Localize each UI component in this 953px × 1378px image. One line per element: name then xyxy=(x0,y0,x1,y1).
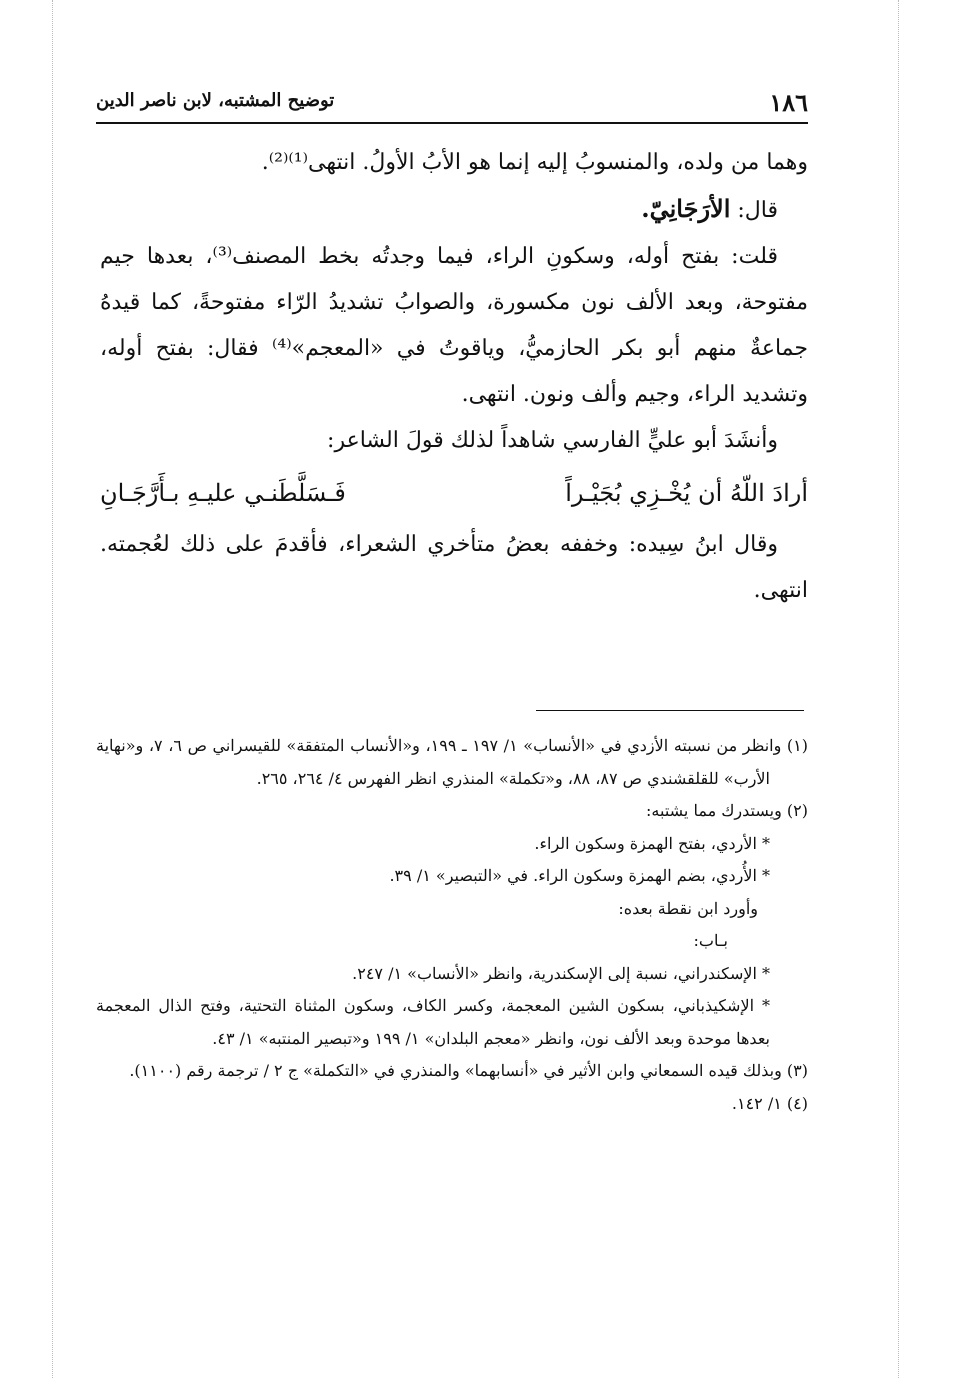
footnote-2-item: * الإسكندراني، نسبة إلى الإسكندرية، وانظر «الأنساب» ١/ ٢٤٧. xyxy=(352,963,770,983)
footnote-2-item: * الأُردي، بضم الهمزة وسكون الراء. في «التبصير» ١/ ٣٩. xyxy=(389,866,770,885)
entry-heading xyxy=(100,186,808,234)
footnote-divider xyxy=(536,710,804,711)
paragraph: قلت: بفتح أوله، وسكونِ الراء، فيما وجدتُه بخط المصنف⁽³⁾، بعدها جيم مفتوحة، وبعد الألف نون مكسورة، والصوابُ تشديدُ الرّاء مفتوحةً، كما قيدهُ جماعةٌ منهم أبو بكر الحازميُّ، وياقوتُ في «المعجم»⁽⁴⁾ فقال: بفتح أوله، وتشديد الراء، وجيم وألف ونون. انتهى. xyxy=(100,244,808,407)
paragraph: وهما من ولده، والمنسوبُ إليه إنما هو الأبُ الأولُ. انتهى⁽¹⁾⁽²⁾. xyxy=(261,150,808,175)
footnote-2-item: * الأردي، بفتح الهمزة وسكون الراء. xyxy=(534,833,770,853)
footnote-2: (٢) ويستدرك مما يشتبه: xyxy=(646,801,808,820)
heading-word: الأرَجَانِيّ. xyxy=(641,194,731,223)
page-header xyxy=(96,88,808,116)
footnote-2-item: * الإشكيذباني، بسكون الشين المعجمة، وكسر الكاف، وسكون المثناة التحتية، وفتح الذال المعجمة بعدها موحدة وبعد الألف نون، وانظر «معجم البلدان» ١/ ١٩٩ و«تبصير المنتبه» ١/ ٤٣. xyxy=(96,996,770,1048)
paragraph: وقال ابنُ سِيده: وخففه بعضُ متأخري الشعراء، فأقدمَ على ذلك لعُجمته. انتهى. xyxy=(100,532,808,603)
footnote-1: (١) وانظر من نسبته الأزدي في «الأنساب» ١/ ١٩٧ ـ ١٩٩، و«الأنساب المتفقة» للقيسراني ص ٦، ٧، و«نهاية الأرب» للقلقشندي ص ٨٧، ٨٨، و«تكملة» المنذري انظر الفهرس ٤/ ٢٦٤، ٢٦٥. xyxy=(96,736,808,788)
header-rule xyxy=(96,122,808,124)
main-text xyxy=(100,140,808,614)
scan-edge-mark xyxy=(52,0,53,1378)
footnote-2-line: بـاب: xyxy=(693,931,728,950)
verse-second-hemistich: فَـسَلَّطَنـي عليـهِ بـأَرَّجَـانِ xyxy=(100,479,346,507)
verse-line xyxy=(100,464,808,522)
paragraph: وأنشَدَ أبو عليٍّ الفارسي شاهداً لذلك قولَ الشاعر: xyxy=(327,428,778,453)
verse-first-hemistich: أرادَ اللّهُ أن يُخْـزِي بُجَيْـراً xyxy=(565,479,808,507)
footnotes xyxy=(96,730,808,1120)
footnote-4: (٤) ١/ ١٤٢. xyxy=(731,1093,808,1113)
footnote-3: (٣) وبذلك قيده السمعاني وابن الأثير في «أنسابهما» والمنذري في «التكملة» ج ٢ / ترجمة رقم (١١٠٠). xyxy=(129,1061,808,1080)
scan-edge-mark xyxy=(898,0,899,1378)
page-number: ١٨٦ xyxy=(769,88,808,117)
running-title: توضيح المشتبه، لابن ناصر الدين xyxy=(96,90,335,111)
footnote-2-line: وأورد ابن نقطة بعده: xyxy=(618,898,758,918)
heading-prefix: قال: xyxy=(730,198,778,223)
